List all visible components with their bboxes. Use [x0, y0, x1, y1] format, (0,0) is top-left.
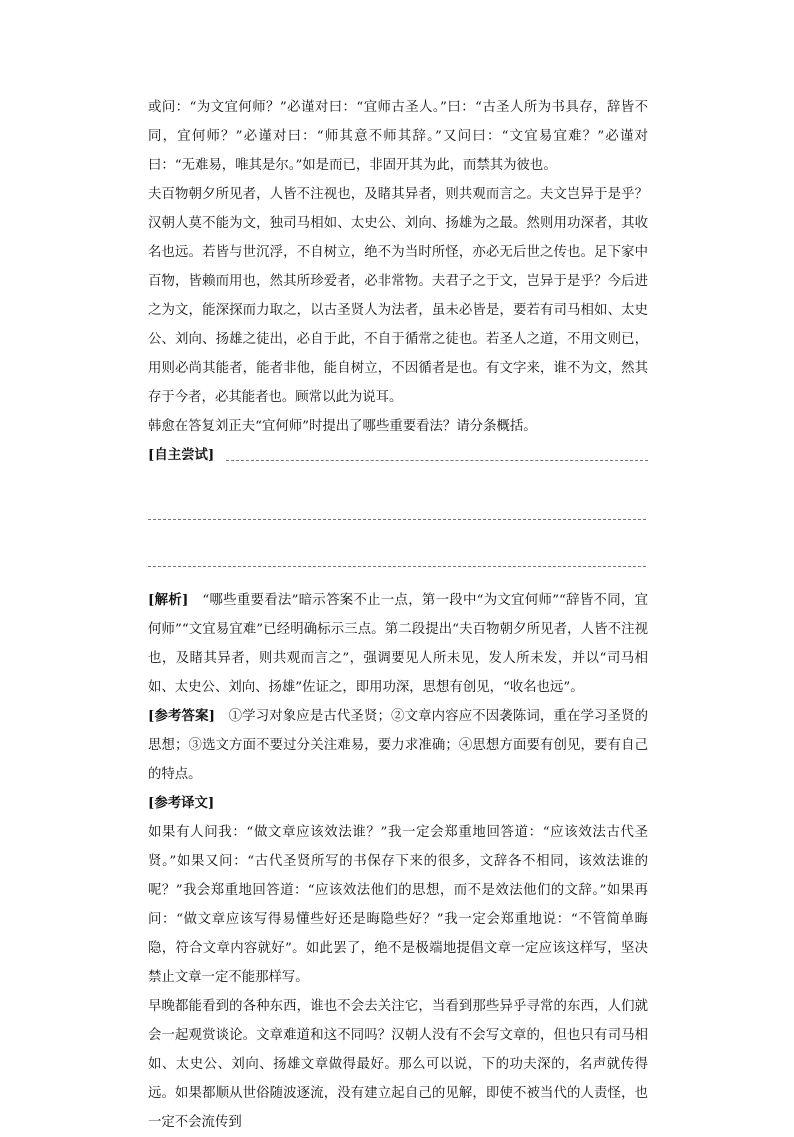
question-prompt: 韩愈在答复刘正夫“宜何师”时提出了哪些重要看法？请分条概括。 — [148, 419, 537, 434]
document-body — [148, 93, 648, 1137]
analysis-label: [解析] — [148, 592, 189, 608]
answer-line[interactable] — [148, 566, 646, 567]
reference-translation-label: [参考译文] — [148, 795, 215, 811]
translation-paragraph: 早晚都能看到的各种东西，谁也不会去关注它，当看到那些异乎寻常的东西，人们就会一起观赏谈论。文章难道和这不同吗？汉朝人没有不会写文章的，但也只有司马相如、太史公、刘向、扬雄文章做得最好。那么可以说，下的功夫深的，名声就传得远。如果都顺从世俗随波逐流，没有建立起自己的见解，即使不被当代的人责怪，也一定不会流传到 — [148, 999, 648, 1130]
answer-line[interactable] — [226, 460, 648, 461]
self-attempt-label: [自主尝试] — [148, 447, 215, 463]
reference-answer-paragraph — [148, 702, 648, 789]
reference-answer-label: [参考答案] — [148, 708, 215, 724]
reference-answer-text: ①学习对象应是古代圣贤；②文章内容应不因袭陈词，重在学习圣贤的思想；③选文方面不要过分关注难易，要力求准确；④思想方面要有创见，要有自己的特点。 — [148, 709, 649, 782]
analysis-paragraph — [148, 586, 648, 702]
answer-line[interactable] — [148, 519, 646, 520]
analysis-text: “哪些重要看法”暗示答案不止一点，第一段中“为文宜何师”“辞皆不同，宜何师”“文宜易宜难”已经明确标示三点。第二段提出“夫百物朝夕所见者，人皆不注视也，及睹其异者，则共观而言之”，强调要见人所未见，发人所未发，并以“司马相如、太史公、刘向、扬雄”佐证之，即用功深，思想有创见，“收名也远”。 — [148, 593, 649, 695]
self-attempt-area — [148, 441, 648, 586]
paragraph-question-exchange: 或问：“为文宜何师？”必谨对曰：“宜师古圣人。”曰：“古圣人所为书具存，辞皆不同，宜何师？”必谨对曰：“师其意不师其辞。”又问曰：“文宜易宜难？”必谨对曰：“无难易，唯其是尔。”如是而已，非固开其为此，而禁其为彼也。 — [148, 100, 648, 173]
translation-paragraph: 如果有人问我：“做文章应该效法谁？”我一定会郑重地回答道：“应该效法古代圣贤。”如果又问：“古代圣贤所写的书保存下来的很多，文辞各不相同，该效法谁的呢？”我会郑重地回答道：“应该效法他们的思想，而不是效法他们的文辞。”如果再问：“做文章应该写得易懂些好还是晦隐些好？”我一定会郑重地说：“不管简单晦隐，符合文章内容就好”。如此罢了，绝不是极端地提倡文章一定应该这样写，坚决禁止文章一定不能那样写。 — [148, 825, 648, 985]
paragraph-hundred-things: 夫百物朝夕所见者，人皆不注视也，及睹其异者，则共观而言之。夫文岂异于是乎？汉朝人莫不能为文，独司马相如、太史公、刘向、扬雄为之最。然则用功深者，其收名也远。若皆与世沉浮，不自树立，绝不为当时所怪，亦必无后世之传也。足下家中百物，皆赖而用也，然其所珍爱者，必非常物。夫君子之于文，岂异于是乎？今后进之为文，能深探而力取之，以古圣贤人为法者，虽未必皆是，要若有司马相如、太史公、刘向、扬雄之徒出，必自于此，不自于循常之徒也。若圣人之道，不用文则已，用则必尚其能者，能者非他，能自树立，不因循者是也。有文字来，谁不为文，然其存于今者，必其能者也。顾常以此为说耳。 — [148, 187, 648, 405]
